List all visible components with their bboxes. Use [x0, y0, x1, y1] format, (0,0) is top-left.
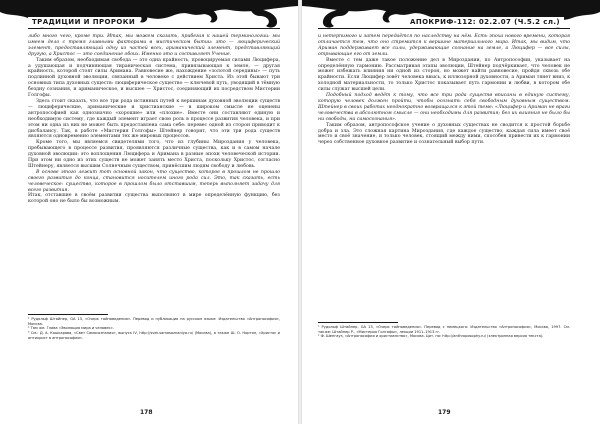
paragraph: Кроме того, мы являемся свидетелями того, что из глубины Мироздания у человека, пребывающего в процессе развития, проявляются различные существа, как и в самом начале духовной эволюции: это воплощения Люцифера и Аримана в разные эпохи человеческой истории. При этом ни одно из этих существ не может занять место Христа, поскольку Христос, согласно Штейнеру, является высшим Солнечным существом, принёсшим людям свободу и любовь. [28, 140, 280, 169]
paragraph: либо много чего, кроме три. Итак, мы можем сказать, прибегая к нашей терминологии: мы имеем дело с тремя главными факторами в мистическом бытии: это — люциферический элемент, предоставляющий одну из частей всех, ариманический элемент, представляющий другую, а Христос — это соединение обоих. Именно это и составляет Учение. [28, 34, 280, 57]
page-number-left: 178 [140, 409, 153, 416]
footnote: ¹ Рудольф Штайнер, GA 13, «Очерк тайноведения». Перевод и публикация на русском языке: Издательство «Антропософия», Москва. [28, 317, 280, 326]
body-text-left [28, 34, 280, 205]
footnote: ¹ Рудольф Штайнер, GA 13, «Очерк тайноведения». Перевод с немецкого: Издательство «Антропософия», Москва, 1997. См. также: Штайнер Р., «Мистерия Голгофы», лекции 1911–1913 гг. [318, 325, 570, 334]
paragraph: Таким образом, антропософское учение о духовных существах не сводится к простой борьбе добра и зла. Это сложная картина Мироздания, где каждое существо, каждая сила имеет своё место и своё значение, и только человек, стоящий между ними, способен привести их к гармонии через собственное духовное развитие и сознательный выбор пути. [318, 122, 570, 146]
paragraph: Здесь стоит сказать, что все три рода истинных путей к вершинам духовной эволюции существ — люциферические, ариманические и христианские — в широком смысле не оценены антропософией как однозначно «хорошие» или «плохие». Вместе они составляют единую и необходимую систему, где каждый элемент играет свою роль в процессе развития человека, и при этом ни одна из них не может быть предоставлена сама себе: перевес одной из сторон приводит к дисбалансу. Так, в работе «Мистерия Голгофы» Штейнер говорит, что эти три рода существ являются одновременно элементами тех же мировых процессов. [28, 98, 280, 140]
running-head-right: АПОКРИФ-112: 02.2.07 (Ч.5.2 сл.) [406, 17, 564, 27]
block-quote: В основе этого лежит тот основной закон, что существо, которое в прошлом не прошло своего развития до конца, становится носителем иного рода сил. Это, так сказать, есть человеческое: существо, которое в прошлом было отставшим, теперь выполняет задачу для всего развития. [28, 169, 280, 193]
running-head-left: ТРАДИЦИИ И ПРОРОКИ [28, 17, 139, 27]
paragraph: Подобный подход ведёт к тому, что все три рода существ вписаны в единую систему, которую человек должен пройти, чтобы осознать себя свободным духовным существом. Штейнер в своих работах неоднократно возвращался к этой теме: «Люцифер и Ариман не враги человечества в абсолютном смысле — они необходимы для развития; без их влияния не было бы ни свободы, ни самосознания». [318, 93, 570, 122]
paragraph: Вместе с тем даже такое положение дел в Мироздании, по Антропософии, указывает на определённую гармонию. Рассматривая этапы эволюции, Штейнер подчёркивает, что человек не может избежать влияния ни одной из сторон, но может найти равновесие, пройдя сквозь обе крайности. Если Люцифер зовёт человека ввысь, к иллюзорной духовности, а Ариман тянет вниз, к холодной материальности, то только Христос показывает путь гармонии и любви, в котором обе силы служат высшей цели. [318, 57, 570, 93]
body-text-right [318, 34, 570, 146]
paragraph: Таким образом, необходимая свобода — это одна крайность, провоцируемая силами Люцифера, а удушающая и подчиняющая тираническая система, привязывающая к земле, — другая крайность, которой стоят силы Аримана. Равновесие же, нахождение «золотой середины» — путь подлинной духовной эволюции, связанный в человеке с действием Христа. Из этой бывают три основных типа духовных существ: люциферическое существо — ключевой путь, уводящий в тёмную бездну сознания, и ариманическое, и высшее — Христос, соединяющий их посредством Мистерии Голгофы. [28, 57, 280, 99]
page-number-right: 179 [438, 409, 451, 416]
footnote-rule [28, 314, 108, 315]
paragraph: Итак, отставшие в своём развитии существа выполняют в мире определённую функцию, без которой оно не было бы возможным. [28, 193, 280, 205]
footnote: ² Ф. Шенгауз, «Антропософия и христианство», Москва. Цит. по: http://anthroposophy.ru/ (электронная версия текста). [318, 334, 544, 339]
right-page [302, 0, 600, 424]
paragraph: и нетерпимого и затем передаётся по наследству на нём. Есть эпоха нового времени, которая отличается тем, что оно стремится к вершине материального мира. Итак, мы видим, что Ариман поддерживает все силы, удерживающие сознание на земле, а Люцифер — все силы, отрывающие его от земли. [318, 34, 570, 57]
header-rule [28, 28, 280, 29]
footnote: ³ См.: Д. А. Кошкарова, «Свет Самосознания», выпуск IV, http://svet-samosoznaniya.ru/ (Москва), а также Ш. О. Нортон, «Христос и антихрист в антропософии». [28, 331, 280, 340]
header-rule [318, 28, 570, 29]
footnote-rule [318, 322, 398, 323]
footnote: ² Там же. Глава «Эволюция мира и человек». [28, 326, 114, 331]
footnotes-left [28, 317, 280, 341]
left-page [0, 0, 298, 424]
footnotes-right [318, 325, 570, 339]
